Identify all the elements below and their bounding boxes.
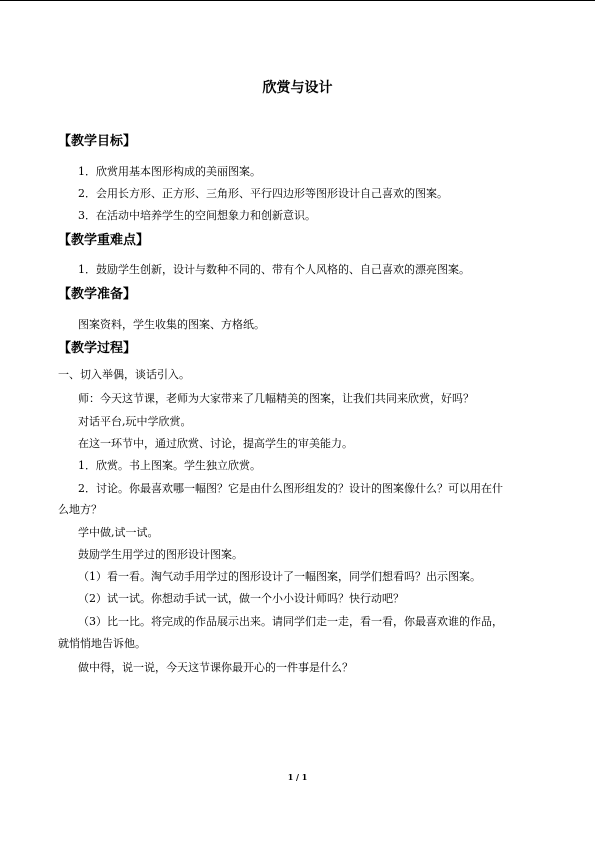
process-line-14: 做中得，说一说，今天这节课你最开心的一件事是什么？	[78, 661, 353, 674]
process-line-13: 就悄悄地告诉他。	[58, 637, 146, 650]
top-rule	[0, 0, 595, 1]
key-point-item-1: 1．鼓励学生创新，设计与数种不同的、带有个人风格的、自己喜欢的漂亮图案。	[78, 263, 470, 276]
section-heading-key-points: 【教学重难点】	[58, 233, 150, 248]
process-line-5: 1．欣赏。书上图案。学生独立欣赏。	[78, 459, 261, 472]
process-line-3: 对话平台,玩中学欣赏。	[78, 415, 192, 428]
preparation-item-1: 图案资料，学生收集的图案、方格纸。	[78, 318, 265, 331]
page-title: 欣赏与设计	[262, 80, 333, 96]
process-line-11: （2）试一试。你想动手试一试，做一个小小设计师吗？快行动吧？	[78, 592, 404, 605]
process-line-6: 2．讨论。你最喜欢哪一幅图？它是由什么图形组发的？设计的图案像什么？可以用在什	[78, 482, 503, 495]
goal-item-1: 1．欣赏用基本图形构成的美丽图案。	[78, 165, 261, 178]
process-line-12: （3）比一比。将完成的作品展示出来。请同学们走一走，看一看，你最喜欢谁的作品，	[78, 615, 503, 628]
section-heading-process: 【教学过程】	[58, 341, 137, 356]
goal-item-2: 2．会用长方形、正方形、三角形、平行四边形等图形设计自己喜欢的图案。	[78, 187, 448, 200]
process-line-2: 师：今天这节课，老师为大家带来了几幅精美的图案，让我们共同来欣赏，好吗？	[78, 392, 474, 405]
process-line-4: 在这一环节中，通过欣赏、讨论，提高学生的审美能力。	[78, 437, 353, 450]
process-line-8: 学中做,试一试。	[78, 526, 159, 539]
section-heading-goals: 【教学目标】	[58, 134, 137, 149]
process-line-1: 一、切入举偶，谈话引入。	[58, 368, 190, 381]
page-number: 1 / 1	[287, 772, 308, 782]
process-line-7: 么地方？	[58, 503, 102, 516]
process-line-9: 鼓励学生用学过的图形设计图案。	[78, 548, 243, 561]
goal-item-3: 3．在活动中培养学生的空间想象力和创新意识。	[78, 209, 316, 222]
section-heading-preparation: 【教学准备】	[58, 287, 137, 302]
process-line-10: （1）看一看。淘气动手用学过的图形设计了一幅图案，同学们想看吗？出示图案。	[78, 570, 481, 583]
